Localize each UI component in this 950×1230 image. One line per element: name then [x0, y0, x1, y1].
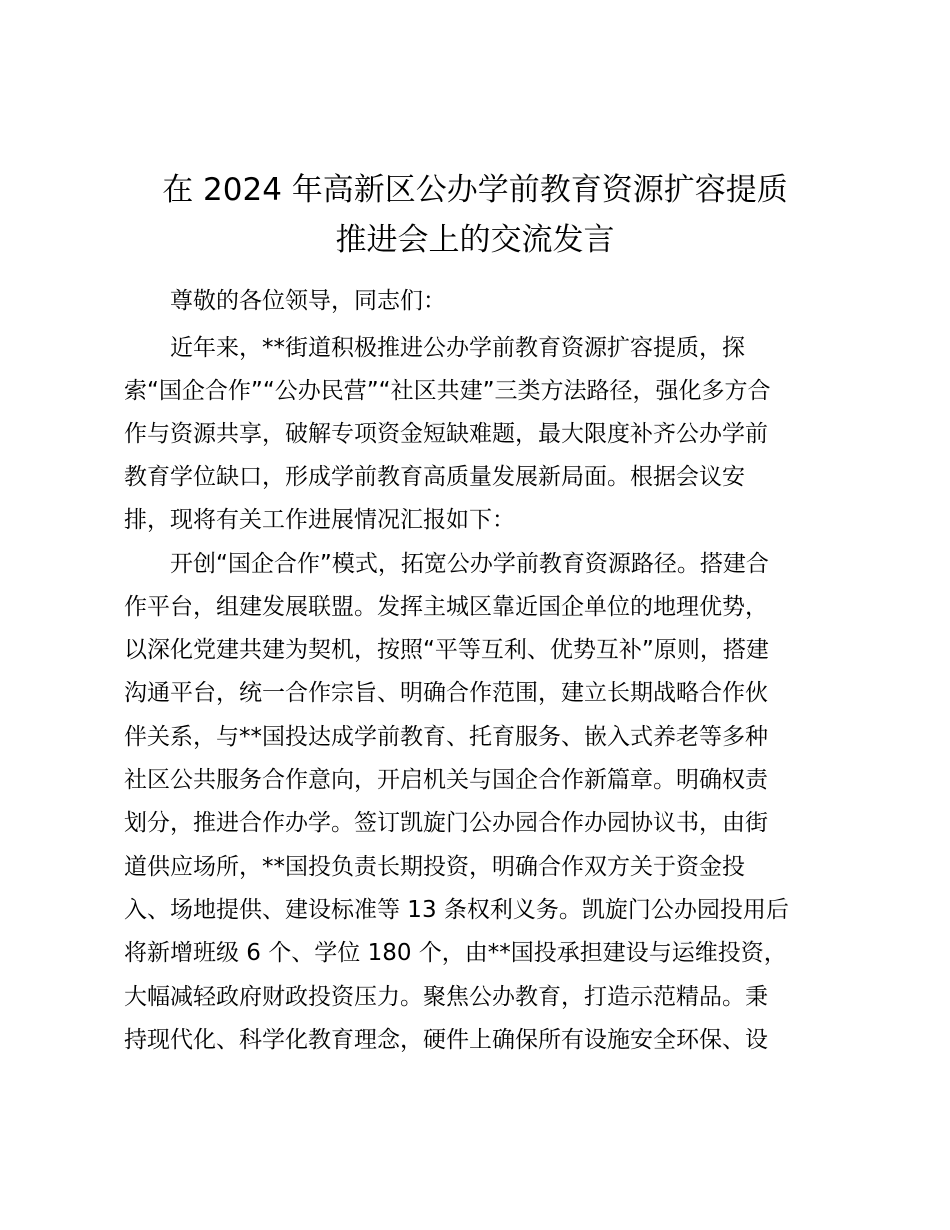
body-line: 社区公共服务合作意向，开启机关与国企合作新篇章。明确权责: [124, 767, 768, 793]
body-line: 划分，推进合作办学。签订凯旋门公办园合作办园协议书，由街: [124, 810, 768, 836]
body-line: 近年来，**街道积极推进公办学前教育资源扩容提质，探: [124, 335, 745, 361]
body-line: 作与资源共享，破解专项资金短缺难题，最大限度补齐公办学前: [124, 421, 768, 447]
body-line: 将新增班级 6 个、学位 180 个，由**国投承担建设与运维投资，: [124, 940, 787, 966]
body-line: 道供应场所，**国投负责长期投资，明确合作双方关于资金投: [124, 854, 745, 880]
body-line: 开创“国企合作”模式，拓宽公办学前教育资源路径。搭建合: [124, 551, 769, 577]
body-line: 排，现将有关工作进展情况汇报如下：: [124, 507, 515, 533]
body-line: 教育学位缺口，形成学前教育高质量发展新局面。根据会议安: [124, 464, 745, 490]
body-line: 作平台，组建发展联盟。发挥主城区靠近国企单位的地理优势，: [124, 594, 768, 620]
document-title-line-2: 推进会上的交流发言: [335, 222, 615, 258]
body-line: 大幅减轻政府财政投资压力。聚焦公办教育，打造示范精品。秉: [124, 984, 768, 1010]
body-line: 伴关系，与**国投达成学前教育、托育服务、嵌入式养老等多种: [124, 724, 768, 750]
body-line: 持现代化、科学化教育理念，硬件上确保所有设施安全环保、设: [124, 1027, 768, 1053]
body-line: 入、场地提供、建设标准等 13 条权利义务。凯旋门公办园投用后: [124, 897, 789, 923]
salutation-line: 尊敬的各位领导，同志们：: [124, 288, 446, 314]
body-line: 以深化党建共建为契机，按照“平等互利、优势互补”原则，搭建: [124, 637, 769, 663]
body-line: 索“国企合作”“公办民营”“社区共建”三类方法路径，强化多方合: [124, 378, 771, 404]
document-title-line-1: 在 2024 年高新区公办学前教育资源扩容提质: [162, 172, 788, 208]
body-line: 沟通平台，统一合作宗旨、明确合作范围，建立长期战略合作伙: [124, 680, 768, 706]
